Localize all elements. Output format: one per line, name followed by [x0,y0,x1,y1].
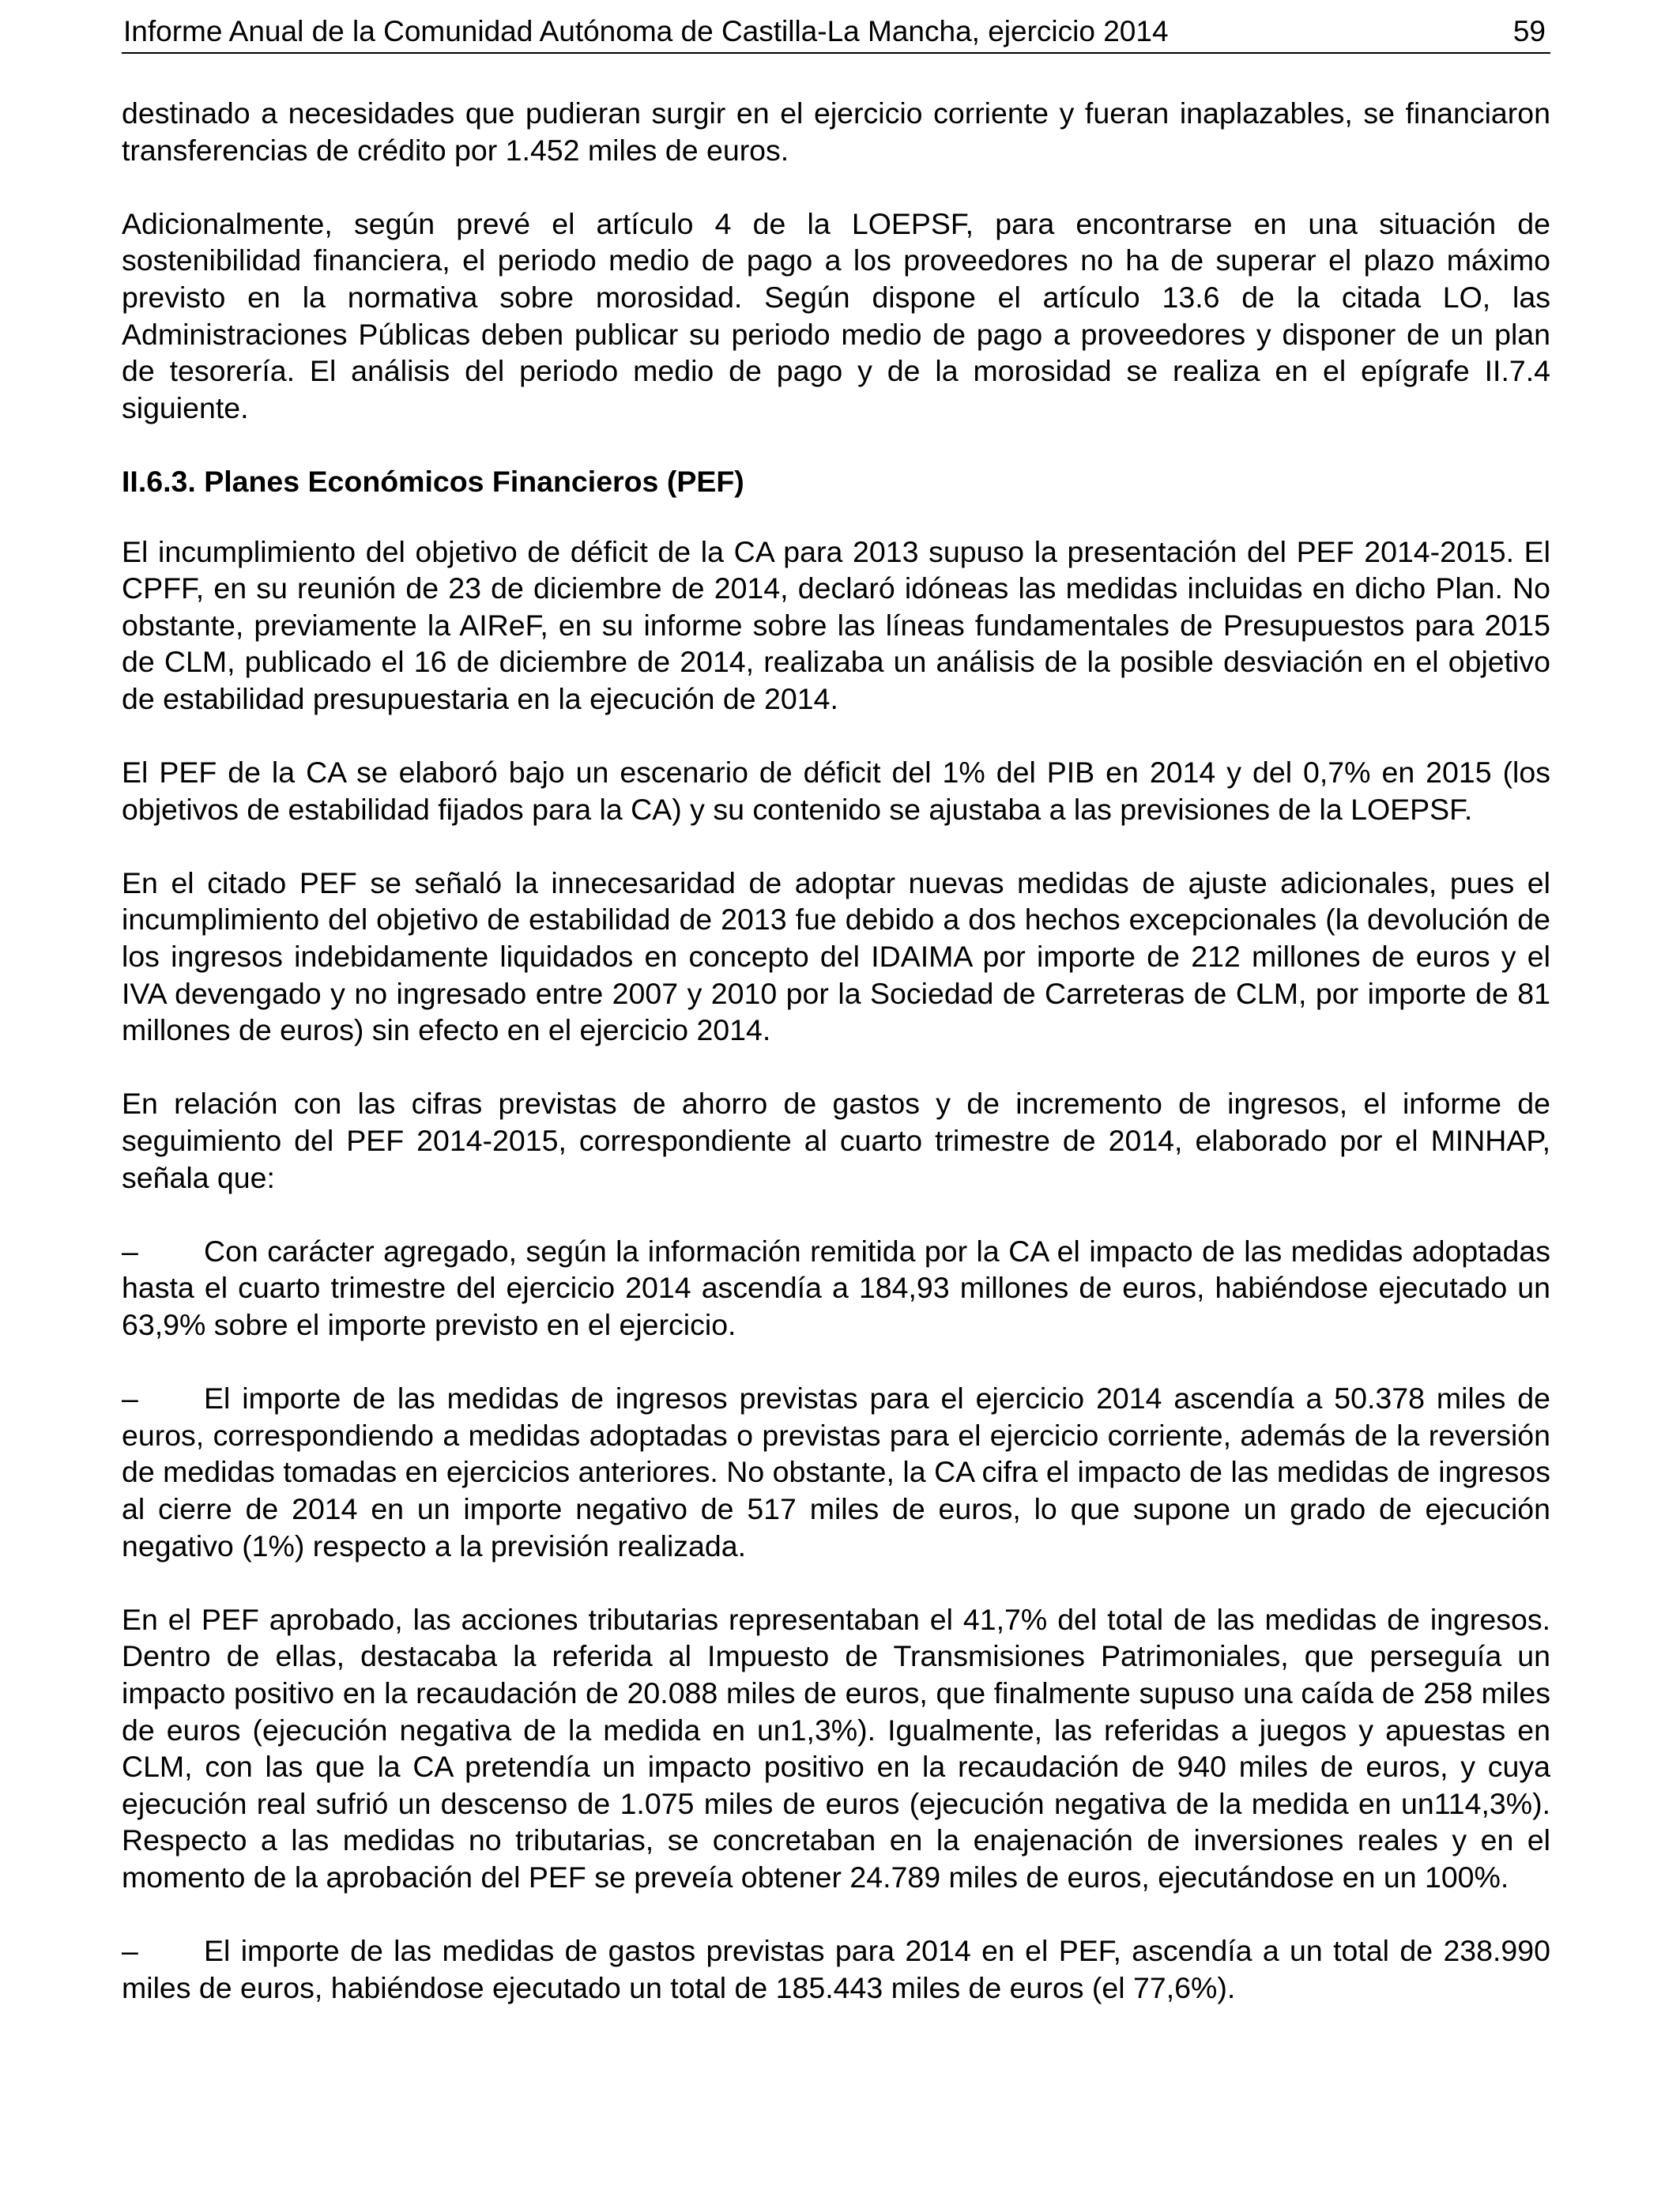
bullet-text: Con carácter agregado, según la información remitida por la CA el impacto de las medidas adoptadas hasta el cuarto trimestre del ejercicio 2014 ascendía a 184,93 millones de euros, habiéndose ejecutado un 63,9% sobre el importe previsto en el ejercicio. [122,1234,1550,1341]
bullet-item-expenses [122,1932,1550,2006]
bullet-text: El importe de las medidas de ingresos previstas para el ejercicio 2014 ascendía a 50.378 miles de euros, correspondiendo a medidas adoptadas o previstas para el ejercicio corriente, además de la reversión de medidas tomadas en ejercicios anteriores. No obstante, la CA cifra el impacto de las medidas de ingresos al cierre de 2014 en un importe negativo de 517 miles de euros, lo que supone un grado de ejecución negativo (1%) respecto a la previsión realizada. [122,1382,1550,1563]
paragraph-pef-scenario: El PEF de la CA se elaboró bajo un escenario de déficit del 1% del PIB en 2014 y del 0,7% en 2015 (los objetivos de estabilidad fijados para la CA) y su contenido se ajustaba a las previsiones de la LOEPSF. [122,756,1550,826]
paragraph-minhap-report: En relación con las cifras previstas de ahorro de gastos y de incremento de ingresos, el informe de seguimiento del PEF 2014-2015, correspondiente al cuarto trimestre de 2014, elaborado por el MINHAP, señala que: [122,1087,1550,1194]
paragraph-sustainability: Adicionalmente, según prevé el artículo 4 de la LOEPSF, para encontrarse en una situación de sostenibilidad financiera, el periodo medio de pago a los proveedores no ha de superar el plazo máximo previsto en la normativa sobre morosidad. Según dispone el artículo 13.6 de la citada LO, las Administraciones Públicas deben publicar su periodo medio de pago a proveedores y disponer de un plan de tesorería. El análisis del periodo medio de pago y de la morosidad se realiza en el epígrafe II.7.4 siguiente. [122,206,1550,424]
bullet-item-aggregate [122,1233,1550,1344]
paragraph-transfers: destinado a necesidades que pudieran surgir en el ejercicio corriente y fueran inaplazables, se financiaron transferencias de crédito por 1.452 miles de euros. [122,96,1550,167]
page-number: 59 [1512,15,1546,47]
bullet-item-revenue [122,1380,1550,1564]
paragraph-tax-actions: En el PEF aprobado, las acciones tributarias representaban el 41,7% del total de las medidas de ingresos. Dentro de ellas, destacaba la referida al Impuesto de Transmisiones Patrimoniales, que perseguía un impacto positivo en la recaudación de 20.088 miles de euros, que finalmente supuso una caída de 258 miles de euros (ejecución negativa de la medida en un1,3%). Igualmente, las referidas a juegos y apuestas en CLM, con las que la CA pretendía un impacto positivo en la recaudación de 940 miles de euros, y cuya ejecución real sufrió un descenso de 1.075 miles de euros (ejecución negativa de la medida en un114,3%). Respecto a las medidas no tributarias, se concretaban en la enajenación de inversiones reales y en el momento de la aprobación del PEF se preveía obtener 24.789 miles de euros, ejecutándose en un 100%. [122,1602,1550,1894]
section-heading: II.6.3. Planes Económicos Financieros (PEF) [122,464,744,498]
bullet-text: El importe de las medidas de gastos previstas para 2014 en el PEF, ascendía a un total de 238.990 miles de euros, habiéndose ejecutado un total de 185.443 miles de euros (el 77,6%). [122,1934,1550,2004]
bullet-dash: – [122,1382,138,1416]
bullet-dash: – [122,1934,138,1968]
report-title: Informe Anual de la Comunidad Autónoma de Castilla-La Mancha, ejercicio 2014 [123,15,1169,47]
bullet-dash: – [122,1234,138,1268]
paragraph-pef-measures: En el citado PEF se señaló la innecesaridad de adoptar nuevas medidas de ajuste adicionales, pues el incumplimiento del objetivo de estabilidad de 2013 fue debido a dos hechos excepcionales (la devolución de los ingresos indebidamente liquidados en concepto del IDAIMA por importe de 212 millones de euros y el IVA devengado y no ingresado entre 2007 y 2010 por la Sociedad de Carreteras de CLM, por importe de 81 millones de euros) sin efecto en el ejercicio 2014. [122,865,1550,1047]
paragraph-pef-presentation: El incumplimiento del objetivo de déficit de la CA para 2013 supuso la presentación del PEF 2014-2015. El CPFF, en su reunión de 23 de diciembre de 2014, declaró idóneas las medidas incluidas en dicho Plan. No obstante, previamente la AIReF, en su informe sobre las líneas fundamentales de Presupuestos para 2015 de CLM, publicado el 16 de diciembre de 2014, realizaba un análisis de la posible desviación en el objetivo de estabilidad presupuestaria en la ejecución de 2014. [122,534,1550,715]
body-text [122,95,1550,2043]
running-header [122,11,1550,54]
